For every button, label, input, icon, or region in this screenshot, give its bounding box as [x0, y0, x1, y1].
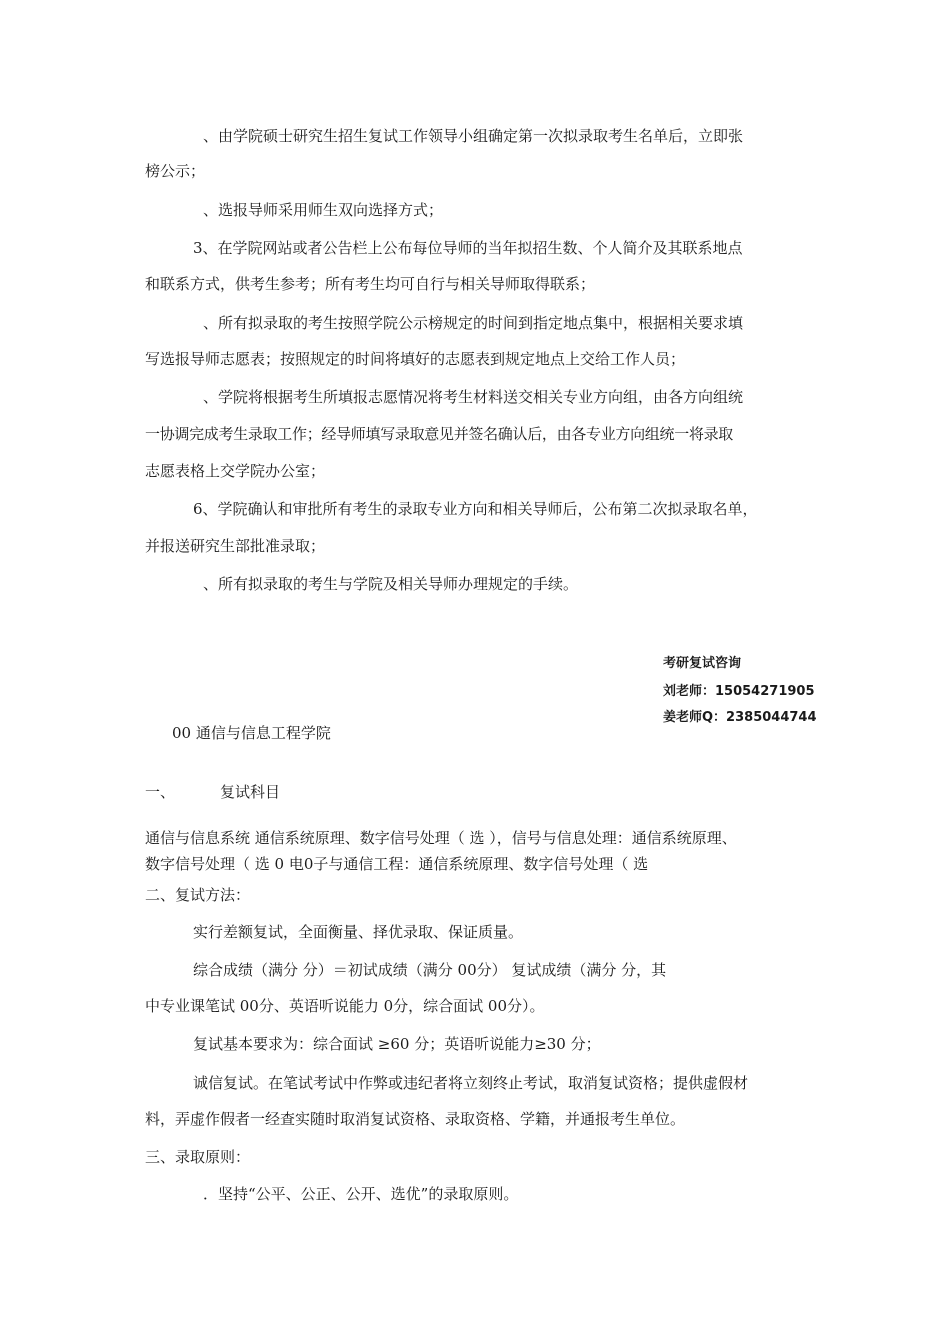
heading-3: 三、录取原则： [145, 1148, 251, 1166]
contact-teacher-jiang: 姜老师Q：2385044744 [663, 710, 817, 725]
procedure-line: 和联系方式，供考生参考；所有考生均可自行与相关导师取得联系； [145, 275, 596, 293]
procedure-line: 、所有拟录取的考生与学院及相关导师办理规定的手续。 [203, 575, 579, 593]
procedure-line: 志愿表格上交学院办公室； [145, 462, 326, 480]
procedure-line: 、选报导师采用师生双向选择方式； [203, 201, 444, 219]
procedure-line: 一协调完成考生录取工作；经导师填写录取意见并签名确认后，由各专业方向组统一将录取 [145, 425, 734, 443]
basic-requirement: 复试基本要求为：综合面试 ≥60 分；英语听说能力≥30 分； [193, 1035, 601, 1053]
integrity-line: 诚信复试。在笔试考试中作弊或违纪者将立刻终止考试，取消复试资格；提供虚假材 [193, 1074, 749, 1092]
integrity-line: 料，弄虚作假者一经查实随时取消复试资格、录取资格、学籍，并通报考生单位。 [145, 1110, 686, 1128]
subjects-line: 数字信号处理（ 选 0 电0子与通信工程：通信系统原理、数字信号处理（ 选 [145, 855, 649, 873]
subjects-line: 通信与信息系统 通信系统原理、数字信号处理（ 选 ），信号与信息处理：通信系统原理、 [145, 829, 737, 847]
score-line: 综合成绩（满分 分）＝初试成绩（满分 00分） 复试成绩（满分 分，其 [193, 961, 667, 979]
procedure-line: 、学院将根据考生所填报志愿情况将考生材料送交相关专业方向组，由各方向组统 [203, 388, 744, 406]
heading-2: 二、复试方法： [145, 886, 251, 904]
contact-title: 考研复试咨询 [663, 656, 742, 671]
procedure-line: 6、学院确认和审批所有考生的录取专业方向和相关导师后，公布第二次拟录取名单， [193, 500, 758, 518]
procedure-line: 3、在学院网站或者公告栏上公布每位导师的当年拟招生数、个人简介及其联系地点 [193, 239, 743, 257]
procedure-line: 、由学院硕士研究生招生复试工作领导小组确定第一次拟录取考生名单后，立即张 [203, 127, 744, 145]
method-paragraph: 实行差额复试，全面衡量、择优录取、保证质量。 [193, 923, 524, 941]
procedure-line: 写选报导师志愿表；按照规定的时间将填好的志愿表到规定地点上交给工作人员； [145, 350, 686, 368]
heading-1-number: 一、 [145, 783, 176, 801]
principle-line: ．坚持“公平、公正、公开、选优”的录取原则。 [203, 1185, 519, 1203]
procedure-line: 榜公示； [145, 162, 206, 180]
contact-teacher-liu: 刘老师：15054271905 [663, 684, 815, 699]
heading-1-text: 复试科目 [220, 783, 281, 801]
procedure-line: 、所有拟录取的考生按照学院公示榜规定的时间到指定地点集中，根据相关要求填 [203, 314, 744, 332]
score-line: 中专业课笔试 00分、英语听说能力 0分，综合面试 00分）。 [145, 997, 545, 1015]
college-title: 00 通信与信息工程学院 [172, 724, 331, 742]
procedure-line: 并报送研究生部批准录取； [145, 537, 326, 555]
